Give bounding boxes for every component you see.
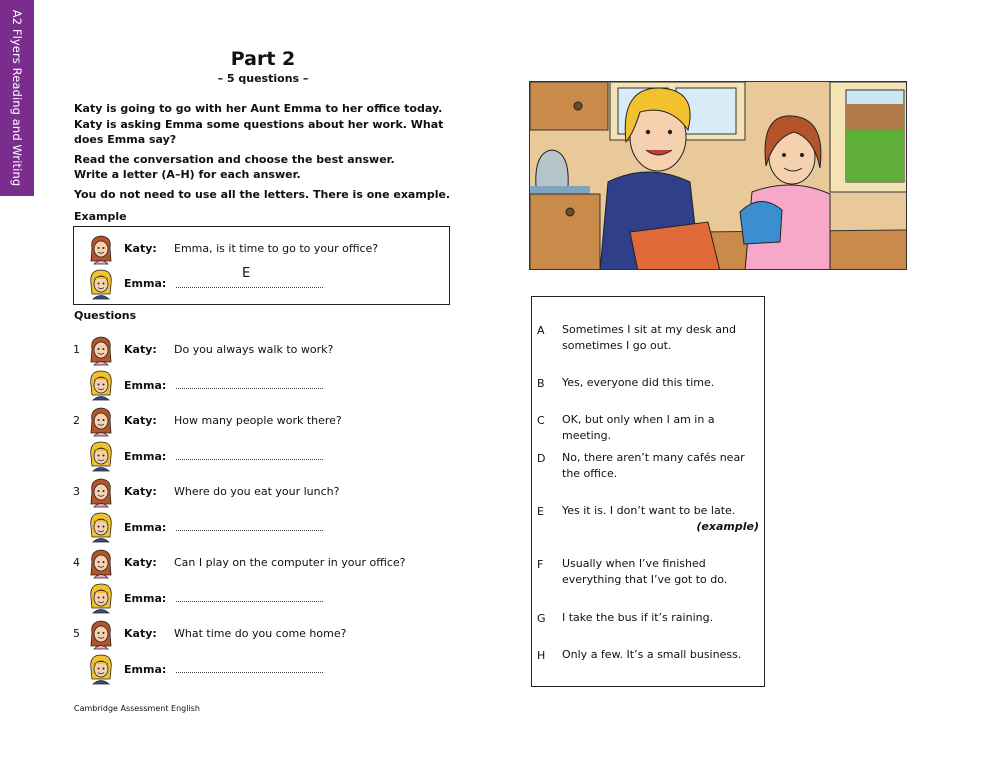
emma-name: Emma: [124,379,167,392]
option-text: Yes it is. I don’t want to be late. [562,504,736,517]
katy-question: Do you always walk to work? [174,343,334,356]
emma-name: Emma: [124,521,167,534]
katy-question: What time do you come home? [174,627,347,640]
option-letter: H [537,649,546,662]
katy-name: Katy: [124,485,157,498]
katy-avatar-icon [88,618,114,650]
answer-options-box [531,296,765,687]
answer-line-2[interactable] [176,459,323,460]
instruction-read: Read the conversation and choose the best answer. [74,153,395,166]
question-number: 4 [73,556,80,569]
katy-name: Katy: [124,414,157,427]
katy-name: Katy: [124,556,157,569]
answer-line-3[interactable] [176,530,323,531]
page-title: Part 2 [230,48,296,70]
question-number: 2 [73,414,80,427]
emma-avatar-icon [88,511,114,543]
question-number: 3 [73,485,80,498]
question-number: 1 [73,343,80,356]
katy-avatar-icon [88,405,114,437]
katy-avatar-icon [88,547,114,579]
example-answer-line [176,287,323,288]
option-text: Yes, everyone did this time. [562,376,715,389]
katy-avatar-icon [88,334,114,366]
answer-line-1[interactable] [176,388,323,389]
option-text: Usually when I’ve finished everything that I’ve got to do. [562,557,728,586]
option-letter: G [537,612,546,625]
emma-avatar-icon [88,582,114,614]
footer-brand: Cambridge Assessment English [74,704,200,713]
katy-avatar-icon [88,233,114,265]
example-box [73,226,450,305]
example-label: Example [74,210,127,223]
side-tab [0,0,34,196]
option-letter: F [537,558,544,571]
side-tab-label: A2 Flyers Reading and Writing [10,9,24,187]
katy-question: How many people work there? [174,414,342,427]
katy-name: Katy: [124,627,157,640]
katy-name: Katy: [124,343,157,356]
option-letter: E [537,505,544,518]
emma-name: Emma: [124,450,167,463]
example-katy-name: Katy: [124,242,157,255]
instruction-write: Write a letter (A–H) for each answer. [74,168,301,181]
example-marker: (example) [696,520,759,533]
emma-avatar-icon [88,440,114,472]
katy-avatar-icon [88,476,114,508]
answer-line-5[interactable] [176,672,323,673]
option-text: I take the bus if it’s raining. [562,611,714,624]
instruction-note: You do not need to use all the letters. There is one example. [74,188,451,201]
question-number: 5 [73,627,80,640]
emma-name: Emma: [124,663,167,676]
option-text: No, there aren’t many cafés near the office. [562,451,745,480]
option-text: Sometimes I sit at my desk and sometimes I go out. [562,323,736,352]
example-katy-line: Emma, is it time to go to your office? [174,242,379,255]
option-letter: C [537,414,545,427]
answer-line-4[interactable] [176,601,323,602]
katy-question: Can I play on the computer in your office? [174,556,406,569]
emma-name: Emma: [124,592,167,605]
emma-avatar-icon [88,653,114,685]
option-text: Only a few. It’s a small business. [562,648,742,661]
emma-avatar-icon [88,268,114,300]
option-letter: D [537,452,546,465]
page-subtitle: – 5 questions – [217,72,309,85]
option-letter: A [537,324,545,337]
kitchen-scene-image [530,82,907,270]
instruction-intro: Katy is going to go with her Aunt Emma to her office today. Katy is asking Emma some questions about her work. What does Emma say? [74,102,444,146]
option-text: OK, but only when I am in a meeting. [562,413,715,442]
katy-question: Where do you eat your lunch? [174,485,340,498]
example-emma-name: Emma: [124,277,167,290]
questions-label: Questions [74,309,137,322]
example-answer: E [242,266,251,281]
kitchen-illustration [529,81,907,270]
emma-avatar-icon [88,369,114,401]
option-letter: B [537,377,545,390]
